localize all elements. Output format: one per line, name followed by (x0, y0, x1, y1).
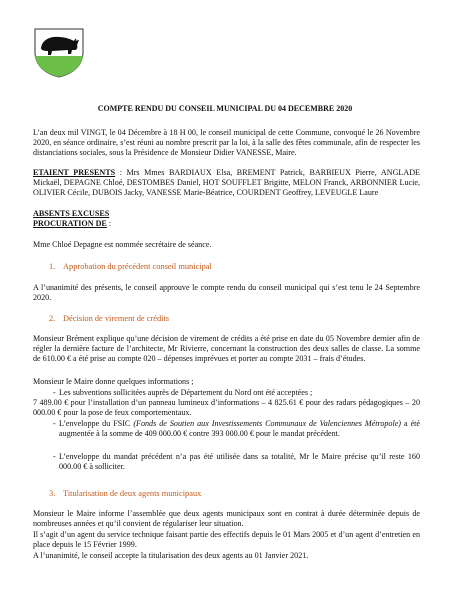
section-heading-3: 3. Titularisation de deux agents municipaux (49, 489, 202, 498)
list-item: - L’enveloppe du FSIC (Fonds de Soutien aux Investissements Communaux de Valenciennes Métropole) a été augmentée à la somme de 409 000.00 € contre 393 000.00 € pour le mandat précédent. (53, 419, 420, 438)
page-title: COMPTE RENDU DU CONSEIL MUNICIPAL DU 04 DECEMBRE 2020 (97, 104, 353, 113)
intro-paragraph: L’an deux mil VINGT, le 04 Décembre à 18 H 00, le conseil municipal de cette Commune, convoqué le 26 Novembre 2020, en séance ordinaire, s’est réuni au nombre prescrit par la loi, à la salle des fêtes communale, afin de respecter les distanciations sociales, sous la Présidence de Monsieur Didier VANESSE, Maire. (33, 128, 420, 157)
presents-label: ETAIENT PRESENTS (33, 168, 116, 177)
section-2-text: Monsieur Brément explique qu’une décision de virement de crédits a été prise en date du 05 Novembre dernier afin de régler la dernière facture de l’architecte, Mr Rivierre, concernant la construction des deux salles de classe. La somme de 610.00 € a été prise au compte 020 – dépenses imprévues et porter au compte 2031 – frais d’études. (33, 334, 420, 363)
section-heading-2: 2. Décision de virement de crédits (49, 314, 170, 323)
attendees-paragraph (33, 168, 420, 198)
subsidy-amounts: 7 489.00 € pour l’installation d’un panneau lumineux d’informations – 4 825.61 € pour des radars pédagogiques – 20 000.00 € pour la pose de feux comportementaux. (33, 398, 420, 417)
section-3-paragraph-3: A l’unanimité, le conseil accepte la titularisation des deux agents au 01 Janvier 2021. (33, 551, 309, 560)
coat-of-arms-icon (32, 26, 86, 78)
section-heading-1: 1. Approbation du précédent conseil municipal (49, 262, 212, 271)
section-3-paragraph-2: Il s’agit d’un agent du service technique faisant partie des effectifs depuis le 01 Mars 2005 et d’un agent d’entretien en place depuis le 15 Février 1999. (33, 530, 420, 549)
secretary-line: Mme Chloé Depagne est nommée secrétaire de séance. (33, 240, 212, 249)
absents-label: ABSENTS EXCUSES (33, 209, 110, 218)
proxy-label: PROCURATION DE : (33, 219, 112, 228)
presents-list: : Mrs Mmes BARDIAUX Elsa, BREMENT Patrick, BARBIEUX Pierre, ANGLADE Mickaël, DEPAGNE Chloé, DESTOMBES Daniel, HOT SOUFFLET Brigitte, MELON Franck, ARBONNIER Lucie, OLIVIER Cécile, DUBOIS Jacky, VANESSE Marie-Béatrice, COURDENT Geoffrey, LEVEUGLE Laure (33, 168, 420, 197)
mayor-info-line: Monsieur le Maire donne quelques informations ; (33, 377, 194, 386)
section-1-text: A l’unanimité des présents, le conseil approuve le compte rendu du conseil municipal qui s’est tenu le 24 Septembre 2020. (33, 283, 420, 302)
list-item: - Les subventions sollicitées auprès de Département du Nord ont été acceptées ; (53, 388, 313, 397)
list-item: - L’enveloppe du mandat précédent n’a pas été utilisée dans sa totalité, Mr le Maire précise qu’il reste 160 000.00 € à solliciter. (53, 452, 420, 471)
section-3-paragraph-1: Monsieur le Maire informe l’assemblée que deux agents municipaux sont en contrat à durée déterminée depuis de nombreuses années et qu’il convient de régulariser leur situation. (33, 509, 420, 528)
